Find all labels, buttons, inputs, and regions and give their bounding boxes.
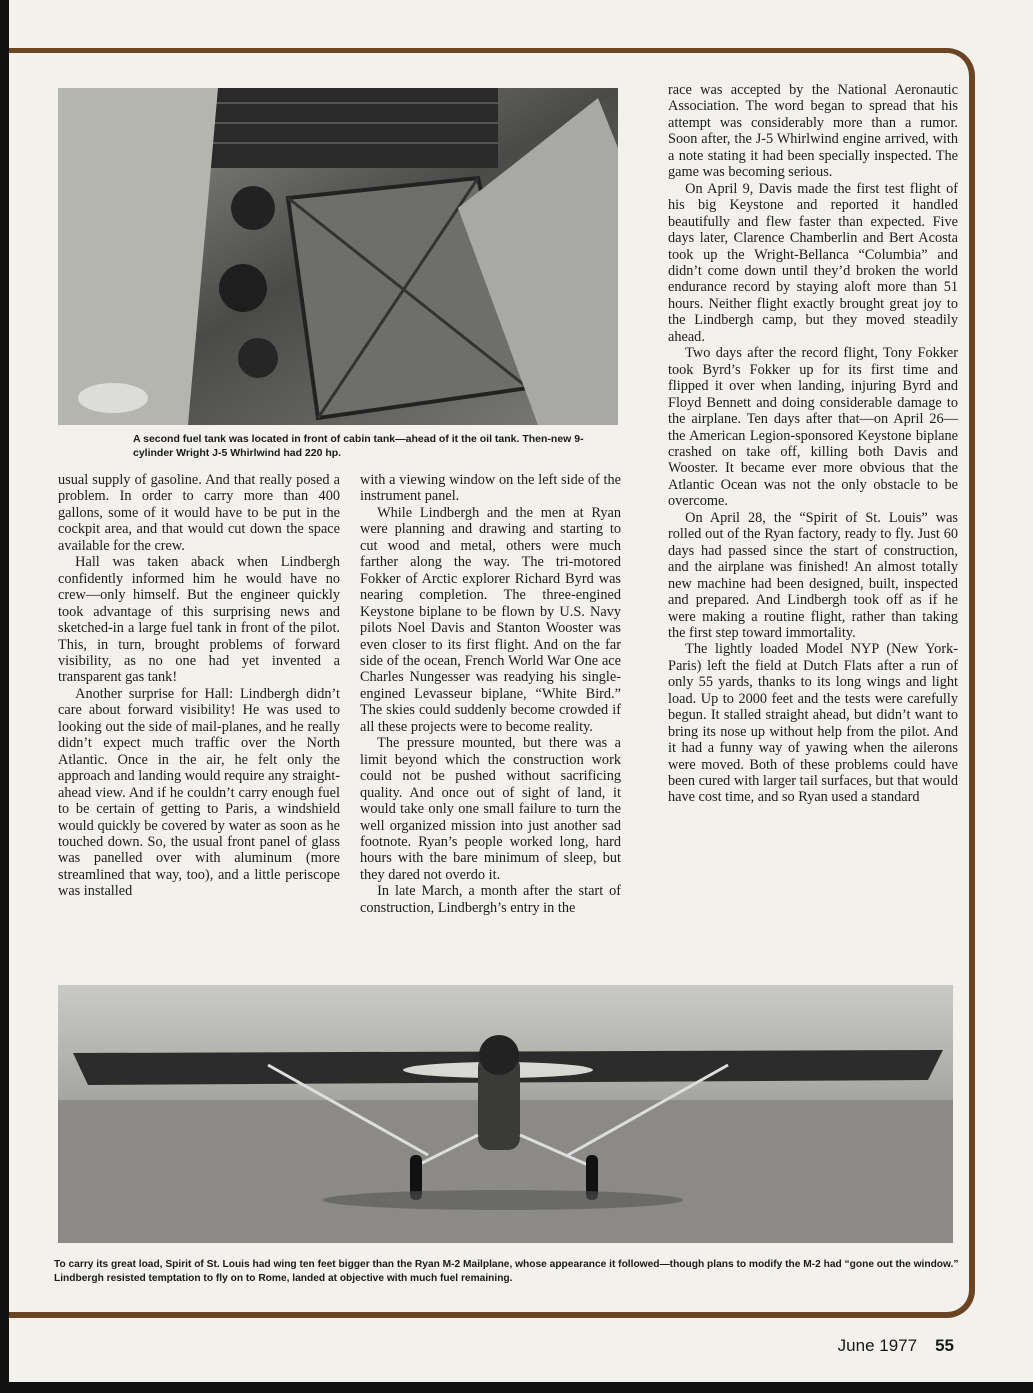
paragraph: While Lindbergh and the men at Ryan were planning and drawing and starting to cut wood and metal, others were much farther along the way. The tri-motored Fokker of Arctic explorer Richard Byrd was nearing completion. The three-engined Keystone biplane to be flown by U.S. Navy pilots Noel Davis and Stanton Wooster was even closer to its first flight. And on the far side of the ocean, French World War One ace Charles Nungesser was readying his single-engined Levasseur biplane, “White Bird.” The skies could suddenly become crowded if all these projects were to become reality. xyxy=(360,504,621,735)
paragraph: usual supply of gasoline. And that really posed a problem. In order to carry more than 400 gallons, some of it would have to be put in the cockpit area, and that would cut down the space available for the crew. xyxy=(58,472,340,554)
article-column-1 xyxy=(58,472,340,900)
photo2-caption: To carry its great load, Spirit of St. Louis had wing ten feet bigger than the Ryan M-2 Mailplane, whose appearance it followed—though plans to modify the M-2 had “gone out the window.” Lindbergh resisted temptation to fly on to Rome, landed at objective with much fuel remaining. xyxy=(54,1259,959,1284)
paragraph: On April 28, the “Spirit of St. Louis” was rolled out of the Ryan factory, ready to fly. Just 60 days had passed since the start of construction, and the airplane was finished! An almost totally new machine had been designed, built, inspected and prepared. And Lindbergh took off as if he were making a routine flight, rather than taking the first step toward immortality. xyxy=(668,509,958,641)
article-column-2 xyxy=(360,472,621,916)
paragraph: with a viewing window on the left side of the instrument panel. xyxy=(360,472,621,505)
page-number: 55 xyxy=(935,1336,954,1355)
issue-date: June 1977 xyxy=(837,1336,918,1355)
paragraph: On April 9, Davis made the first test flight of his big Keystone and reported it handled beautifully and flew faster than expected. Five days later, Clarence Chamberlin and Bert Acosta took up the Wright-Bellanca “Columbia” and didn’t come down until they’d broken the world endurance record by staying aloft more than 51 hours. Neither flight exactly brought great joy to the Lindbergh camp, but they moved steadily ahead. xyxy=(668,180,958,345)
spirit-of-st-louis-photo xyxy=(58,985,953,1243)
paragraph: Two days after the record flight, Tony Fokker took Byrd’s Fokker up for its first time and flipped it over when landing, injuring Byrd and Floyd Bennett and doing considerable damage to the airplane. Ten days after that—on April 26—the American Legion-sponsored Keystone biplane crashed on take off, killing both Davis and Wooster. It became ever more obvious that the Atlantic Ocean was not the only obstacle to be overcome. xyxy=(668,345,958,510)
paragraph: In late March, a month after the start of construction, Lindbergh’s entry in the xyxy=(360,883,621,916)
paragraph: Hall was taken aback when Lindbergh confidently informed him he would have no crew—only himself. But the engineer quickly took advantage of this surprising news and sketched-in a large fuel tank in front of the pilot. This, in turn, brought problems of forward visibility, as no one had yet invented a transparent gas tank! xyxy=(58,554,340,686)
paragraph: The lightly loaded Model NYP (New York-Paris) left the field at Dutch Flats after a run of only 55 yards, thanks to its long wings and light load. Up to 2000 feet and the tests were carefully begun. It stalled straight ahead, but didn’t want to bring its nose up without help from the pilot. And it had a funny way of yawing when the ailerons were moved. Both of these problems could have been cured with larger tail surfaces, but that would have cost time, and so Ryan used a standard xyxy=(668,641,958,806)
paragraph: The pressure mounted, but there was a limit beyond which the construction work could not be pushed without sacrificing quality. And once out of sight of land, it would take only one small failure to turn the well organized mission into just another sad footnote. Ryan’s people worked long, hard hours with the bare minimum of sleep, but they dared not overdo it. xyxy=(360,735,621,883)
magazine-page xyxy=(9,0,1033,1382)
photo1-caption: A second fuel tank was located in front of cabin tank—ahead of it the oil tank. Then-new 9-cylinder Wright J-5 Whirlwind had 220 hp. xyxy=(133,433,584,459)
article-column-3 xyxy=(668,82,958,806)
paragraph: race was accepted by the National Aeronautic Association. The word began to spread that his attempt was considerably more than a rumor. Soon after, the J-5 Whirlwind engine arrived, with a note stating it had been specially inspected. The game was becoming serious. xyxy=(668,82,958,181)
page-footer xyxy=(838,1336,954,1356)
paragraph: Another surprise for Hall: Lindbergh didn’t care about forward visibility! He was used to looking out the side of mail-planes, and he really didn’t expect much traffic over the North Atlantic. Once in the air, he felt only the approach and landing would require any straight-ahead view. And if he couldn’t carry enough fuel to be certain of getting to Paris, a windshield would quickly be covered by water as soon as he touched down. So, the usual front panel of glass was panelled over with aluminum (more streamlined that way, too), and a little periscope was installed xyxy=(58,685,340,900)
engine-fuel-tank-photo xyxy=(58,88,618,425)
